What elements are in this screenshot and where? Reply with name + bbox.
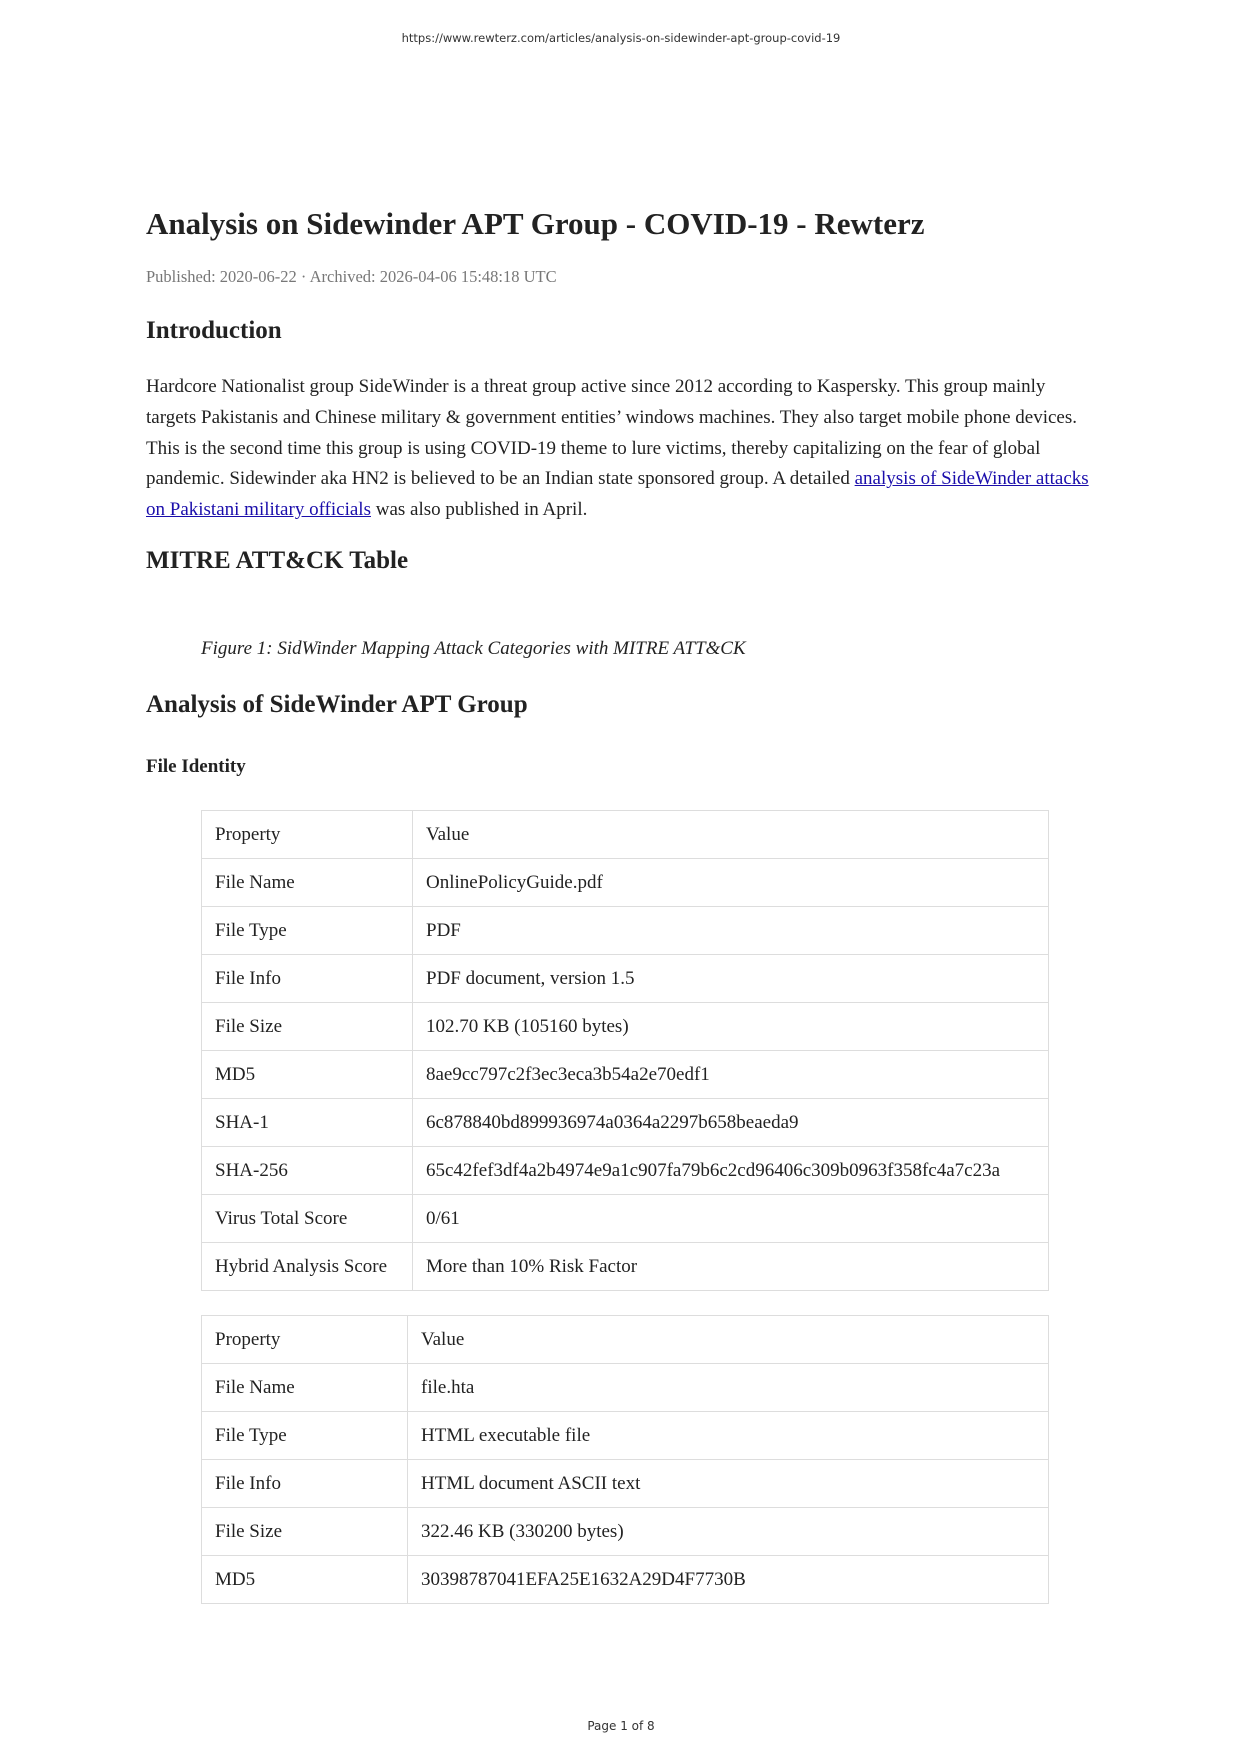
property-cell: File Size: [202, 1003, 413, 1051]
sidewinder-analysis-link[interactable]: analysis of SideWinder attacks on Pakistani military officials: [146, 468, 1089, 521]
file-identity-heading: File Identity: [146, 756, 246, 777]
property-cell: Property: [202, 1316, 408, 1364]
value-cell: 30398787041EFA25E1632A29D4F7730B: [408, 1556, 1049, 1604]
value-cell: 65c42fef3df4a2b4974e9a1c907fa79b6c2cd96406c309b0963f358fc4a7c23a: [413, 1147, 1049, 1195]
file-identity-table-pdf: [201, 810, 1049, 1291]
introduction-heading: Introduction: [146, 317, 282, 344]
intro-text-1: Hardcore Nationalist group SideWinder is a threat group active since 2012 according to Kaspersky. This group mainly targets Pakistanis and Chinese military & government entities’ windows machines. They also target mobile phone devices. This is the second time this group is using COVID-19 theme to lure victims, thereby capitalizing on the fear of global pandemic. Sidewinder aka HN2 is believed to be an Indian state sponsored group. A detailed: [146, 376, 1077, 490]
article-meta: Published: 2020-06-22 · Archived: 2026-04-06 15:48:18 UTC: [146, 267, 557, 286]
value-cell: Value: [413, 811, 1049, 859]
table-row: [202, 811, 1049, 859]
value-cell: PDF: [413, 907, 1049, 955]
property-cell: File Name: [202, 859, 413, 907]
table-row: [202, 1460, 1049, 1508]
page-number: Page 1 of 8: [587, 1719, 655, 1733]
analysis-heading: Analysis of SideWinder APT Group: [146, 691, 528, 718]
value-cell: 6c878840bd899936974a0364a2297b658beaeda9: [413, 1099, 1049, 1147]
page-url-header: https://www.rewterz.com/articles/analysis-on-sidewinder-apt-group-covid-19: [401, 31, 841, 45]
table-row: [202, 907, 1049, 955]
value-cell: 102.70 KB (105160 bytes): [413, 1003, 1049, 1051]
table-row: [202, 1316, 1049, 1364]
value-cell: 8ae9cc797c2f3ec3eca3b54a2e70edf1: [413, 1051, 1049, 1099]
table-row: [202, 1051, 1049, 1099]
value-cell: HTML document ASCII text: [408, 1460, 1049, 1508]
property-cell: SHA-1: [202, 1099, 413, 1147]
mitre-heading: MITRE ATT&CK Table: [146, 547, 409, 574]
property-cell: Hybrid Analysis Score: [202, 1243, 413, 1291]
value-cell: PDF document, version 1.5: [413, 955, 1049, 1003]
value-cell: Value: [408, 1316, 1049, 1364]
figure-caption: Figure 1: SidWinder Mapping Attack Categories with MITRE ATT&CK: [201, 638, 746, 659]
value-cell: More than 10% Risk Factor: [413, 1243, 1049, 1291]
property-cell: File Size: [202, 1508, 408, 1556]
property-cell: File Info: [202, 1460, 408, 1508]
value-cell: 322.46 KB (330200 bytes): [408, 1508, 1049, 1556]
table-row: [202, 1099, 1049, 1147]
property-cell: MD5: [202, 1556, 408, 1604]
table-row: [202, 859, 1049, 907]
table-row: [202, 1508, 1049, 1556]
table-row: [202, 1243, 1049, 1291]
property-cell: SHA-256: [202, 1147, 413, 1195]
value-cell: file.hta: [408, 1364, 1049, 1412]
table-row: [202, 1556, 1049, 1604]
file-identity-table-hta: [201, 1315, 1049, 1604]
property-cell: File Name: [202, 1364, 408, 1412]
table-row: [202, 1412, 1049, 1460]
table-row: [202, 1003, 1049, 1051]
property-cell: File Type: [202, 1412, 408, 1460]
value-cell: HTML executable file: [408, 1412, 1049, 1460]
property-cell: File Type: [202, 907, 413, 955]
table-row: [202, 1195, 1049, 1243]
table-row: [202, 1147, 1049, 1195]
property-cell: Property: [202, 811, 413, 859]
property-cell: MD5: [202, 1051, 413, 1099]
table-row: [202, 1364, 1049, 1412]
table-row: [202, 955, 1049, 1003]
property-cell: File Info: [202, 955, 413, 1003]
value-cell: 0/61: [413, 1195, 1049, 1243]
intro-text-2: was also published in April.: [370, 499, 588, 521]
introduction-paragraph: [146, 372, 1098, 526]
value-cell: OnlinePolicyGuide.pdf: [413, 859, 1049, 907]
article-title: Analysis on Sidewinder APT Group - COVID-19 - Rewterz: [146, 206, 925, 241]
property-cell: Virus Total Score: [202, 1195, 413, 1243]
